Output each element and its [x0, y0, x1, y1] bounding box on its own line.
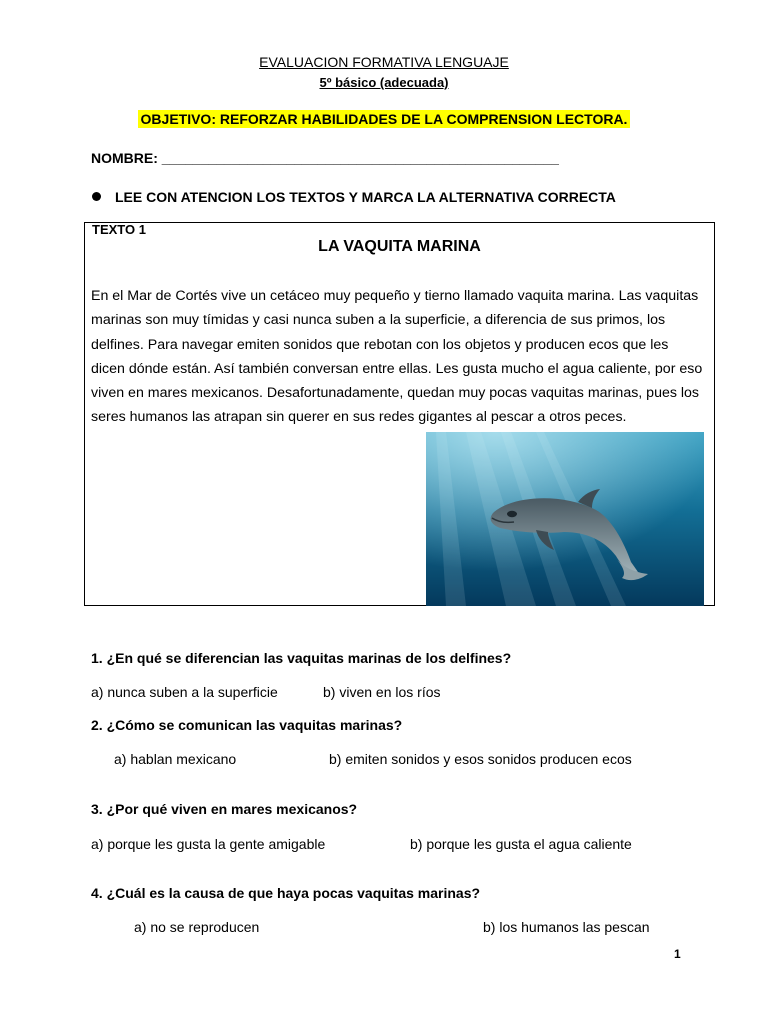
question-2-option-b[interactable]: b) emiten sonidos y esos sonidos producen ecos — [329, 751, 632, 767]
question-2-option-a[interactable]: a) hablan mexicano — [114, 751, 237, 767]
question-2: 2. ¿Cómo se comunican las vaquitas marinas? — [91, 717, 403, 733]
page-number: 1 — [674, 947, 681, 961]
vaquita-photo — [426, 432, 704, 606]
question-4-option-a[interactable]: a) no se reproducen — [134, 919, 260, 935]
bullet-icon — [92, 192, 101, 201]
document-title: EVALUACION FORMATIVA LENGUAJE — [259, 54, 509, 70]
student-name-field: NOMBRE: ___________________________________________________ — [91, 150, 559, 166]
objective-block — [0, 111, 768, 129]
text-label: TEXTO 1 — [92, 222, 146, 237]
question-3-option-a[interactable]: a) porque les gusta la gente amigable — [91, 836, 326, 852]
question-3: 3. ¿Por qué viven en mares mexicanos? — [91, 801, 358, 817]
question-1: 1. ¿En qué se diferencian las vaquitas marinas de los delfines? — [91, 650, 512, 666]
question-1-option-a[interactable]: a) nunca suben a la superficie — [91, 684, 278, 700]
document-subtitle: 5º básico (adecuada) — [319, 75, 449, 90]
objective-text: OBJETIVO: REFORZAR HABILIDADES DE LA COMPRENSION LECTORA. — [138, 110, 631, 128]
question-4: 4. ¿Cuál es la causa de que haya pocas vaquitas marinas? — [91, 885, 481, 901]
question-4-option-b[interactable]: b) los humanos las pescan — [483, 919, 650, 935]
question-1-option-b[interactable]: b) viven en los ríos — [323, 684, 441, 700]
instruction — [92, 189, 616, 205]
text-title: LA VAQUITA MARINA — [318, 238, 481, 255]
reading-paragraph: En el Mar de Cortés vive un cetáceo muy pequeño y tierno llamado vaquita marina. Las vaquitas marinas son muy tímidas y casi nunca suben a la superficie, a diferencia de sus primos, los delfines. Para navegar emiten sonidos que rebotan con los objetos y producen ecos que les dicen dónde están. Así también conversan entre ellas. Les gusta mucho el agua caliente, por eso viven en mares mexicanos. Desafortunadamente, quedan muy pocas vaquitas marinas, pues los seres humanos las atrapan sin querer en sus redes gigantes al pescar a otros peces. — [91, 288, 703, 426]
question-3-option-b[interactable]: b) porque les gusta el agua caliente — [410, 836, 632, 852]
instruction-text: LEE CON ATENCION LOS TEXTOS Y MARCA LA ALTERNATIVA CORRECTA — [115, 189, 616, 205]
